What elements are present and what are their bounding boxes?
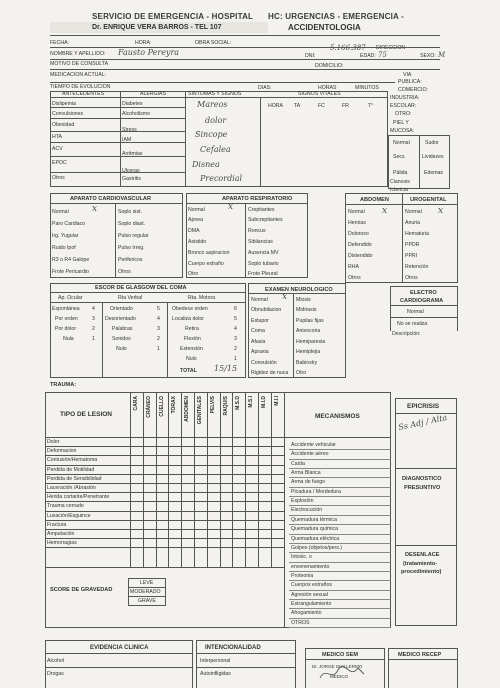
desenlace-sub2: procedimiento) [401, 569, 442, 575]
vital-fr: FR [342, 103, 349, 109]
mecanismo-item: Proteonia [291, 572, 314, 579]
cardio-item: Soplo sist. [118, 209, 142, 215]
trauma-column-header: RAQUIS [222, 396, 229, 416]
glasgow-score: 3 [157, 326, 160, 332]
tiempo-label: TIEMPO DE EVOLUCION [50, 84, 111, 90]
trauma-column-header: CRÁNEO [145, 396, 152, 418]
abdomen-item: RHA [348, 264, 359, 270]
neuro-item: Normal [251, 297, 268, 303]
antecedente-item: Arritmias [122, 151, 143, 157]
electro-no-realiza: No se realiza [397, 321, 428, 327]
mecanismo-item: Ahogamiento [291, 610, 322, 617]
glasgow-score: 2 [234, 346, 237, 352]
trauma-column-header: M.S.I [248, 396, 255, 408]
antecedente-item: Ulceras [122, 168, 140, 174]
mecanismo-item: Arma de fuego [291, 479, 326, 486]
piel-item: Cianosis [390, 179, 410, 185]
nombre-value: Fausto Pereyra [118, 48, 180, 57]
alergias-header: ALERGIAS [140, 91, 166, 97]
horas-label: HORAS [318, 85, 337, 91]
trauma-row-label: Dolor [47, 439, 60, 445]
glasgow-verbal: Desorientado [105, 316, 136, 322]
glasgow-score: 3 [234, 336, 237, 342]
glasgow-score: 1 [92, 336, 95, 342]
piel-label: PIEL Y [393, 120, 409, 126]
sexo-value: M [438, 51, 446, 59]
mecanismo-item: Golpes (objetos/pers.) [291, 544, 343, 551]
glasgow-score: 2 [92, 326, 95, 332]
cardio-item: Pulso Irreg. [118, 245, 145, 251]
otro-via-label: OTRO: [395, 111, 412, 117]
neuro-item: Afasia [251, 339, 266, 345]
glasgow-verbal: Palabras [112, 326, 133, 332]
abdomen-title: ABDOMEN [360, 197, 389, 203]
mecanismo-item: Accidente aéreo [291, 451, 329, 458]
neuro-item: Convulsión [251, 360, 277, 366]
edad-label: EDAD: [360, 53, 376, 59]
vital-t: T° [368, 103, 374, 109]
trauma-row-label: Contusión/Hematoma [47, 457, 98, 464]
glasgow-motora: Nulo [186, 356, 197, 362]
resp-item: Cuerpo extraño [188, 261, 224, 267]
resp-item: Roncus [248, 228, 266, 234]
trauma-row-label: Laceración /Abrasión [47, 485, 96, 491]
cardio-item: Perifericos [118, 257, 143, 263]
trauma-row-label: Perdida de Sensibilidad [47, 475, 102, 482]
antecedente-item: Dislipemia [52, 101, 76, 107]
neuro-item: Rigidez de nuca [251, 370, 289, 376]
resp-title: APARATO RESPIRATORIO [222, 196, 293, 202]
evidencia-item: Drogas [47, 671, 64, 677]
abdomen-item: Defendido [348, 242, 372, 248]
glasgow-ocular: Nula [63, 336, 74, 342]
antecedente-item: Stress [122, 127, 137, 133]
mecanismo-item: Electrocución [291, 507, 323, 514]
abdomen-item: Hernias [348, 220, 366, 226]
publica-label: PUBLICA: [398, 79, 422, 85]
gravedad-option: GRAVE [138, 598, 156, 604]
resp-item: DMA [188, 228, 200, 234]
cardio-item: Frote Pericardio [52, 269, 89, 275]
piel-item: Pálida [393, 170, 408, 176]
mecanismo-item: Quemadura eléctrica [291, 535, 340, 542]
mecanismo-item: OTROS [291, 619, 310, 626]
gravedad-option: MODERADO [130, 589, 161, 595]
cardio-item: Ruido Ipof [52, 245, 76, 251]
dias-label: DIAS: [258, 85, 272, 91]
via-label: VIA [403, 72, 412, 78]
evidencia-item: Alcohol [47, 658, 65, 664]
piel-item: Normal [393, 140, 410, 146]
resp-item: Asistido [188, 239, 207, 245]
electro-title: ELECTRO [410, 290, 437, 296]
glasgow-score: 1 [234, 356, 237, 362]
trauma-label: TRAUMA: [50, 382, 77, 388]
resp-item: Normal [188, 207, 205, 213]
trauma-row-label: Hemorragias [47, 540, 77, 547]
handwritten-symptom: Cefalea [200, 145, 231, 154]
glasgow-score: 4 [157, 316, 160, 322]
glasgow-score: 5 [234, 316, 237, 322]
antecedente-item: Alcoholismo [122, 111, 150, 117]
glasgow-score: 3 [92, 316, 95, 322]
abdomen-item: Otros [348, 275, 361, 281]
trauma-column-header: M.I.D [261, 396, 267, 408]
signos-vitales-header: SIGNOS VITALES [298, 91, 341, 97]
antecedente-item: Convulsiones [52, 111, 84, 117]
antecedente-item: IAM [122, 137, 132, 143]
handwritten-symptom: Sincope [195, 130, 228, 139]
piel-item: Edemas [424, 170, 444, 176]
neuro-item: Hemiplejia [296, 349, 321, 355]
trauma-column-header: TORAX [171, 396, 178, 414]
check-mark: x [438, 206, 444, 216]
glasgow-verbal: Sonidos [112, 336, 131, 342]
trauma-column-header: M.I.I [273, 396, 280, 406]
glasgow-score: 2 [157, 336, 160, 342]
glasgow-verbal: Nulo [116, 346, 127, 352]
glasgow-score: 4 [92, 306, 95, 312]
electro-descripcion: Descripción: [392, 331, 421, 337]
glasgow-ocular: Por orden [55, 316, 78, 322]
glasgow-verbal: Orientado [110, 306, 133, 312]
glasgow-motora: Retira [185, 326, 199, 332]
abdomen-item: Normal [348, 209, 365, 215]
glasgow-motora: Extensión [180, 346, 203, 352]
antecedente-item: Obesidad [52, 122, 75, 128]
glasgow-col: Rta. Motora [188, 295, 216, 301]
antecedente-item: EPOC [52, 160, 67, 166]
antecedente-item: HTA [52, 134, 62, 140]
trauma-column-header: PELVIS [209, 396, 216, 414]
resp-item: Otro [188, 271, 199, 277]
piel-item: Secs [393, 154, 405, 160]
neuro-item: Apraxia [251, 349, 269, 355]
trauma-column-header: GENITALES [197, 396, 203, 425]
check-mark: x [92, 204, 98, 214]
neuro-item: Obnubilacion [251, 307, 282, 313]
glasgow-ocular: Espontánea [52, 306, 80, 312]
epicrisis-title: EPICRISIS [407, 403, 440, 410]
glasgow-score: 6 [234, 306, 237, 312]
tipo-lesion-title: TIPO DE LESION [60, 411, 113, 418]
trauma-row-label: Amputación [47, 531, 75, 537]
neuro-item: Babinsky [296, 360, 318, 366]
cardio-title: APARATO CARDIOVASCULAR [70, 196, 152, 202]
nombre-label: NOMBRE Y APELLIDO: [50, 51, 106, 57]
cardio-item: R3 o R4 Galope [52, 257, 90, 263]
handwritten-symptom: Precordial [200, 174, 243, 183]
neuro-item: Anisocoria [296, 328, 321, 334]
glasgow-total-value: 15/15 [214, 364, 238, 373]
antecedente-item: Diabetes [122, 101, 143, 107]
mecanismo-item: Intoxic. o [291, 554, 312, 561]
resp-item: Apnea [188, 217, 204, 223]
abdomen-item: Doloroso [348, 231, 369, 237]
obra-social-label: OBRA SOCIAL: [195, 40, 232, 46]
trauma-column-header: M.S.D [235, 396, 242, 410]
neuro-title: EXAMEN NEUROLOGICO [265, 287, 333, 293]
trauma-column-header: CUELLO [158, 396, 165, 417]
vital-fc: FC [318, 103, 325, 109]
abdomen-item: Distendido [348, 253, 373, 259]
urog-title: UROGENITAL [410, 197, 447, 203]
mecanismo-item: envenenamiento [291, 563, 330, 570]
direccion-label: DIRECCION [376, 45, 406, 51]
handwritten-symptom: Mareos [197, 100, 228, 109]
desenlace-sub1: (tratamiento- [403, 561, 438, 567]
gravedad-option: LEVE [140, 580, 154, 586]
urog-item: PPDR [405, 242, 420, 248]
fecha-label: FECHA: [50, 40, 70, 46]
mecanismo-item: Agresión sexual [291, 591, 328, 598]
handwritten-symptom: dolor [205, 116, 227, 125]
piel-item: Sudor [425, 140, 439, 146]
hospital-title: SERVICIO DE EMERGENCIA - HOSPITAL [92, 12, 254, 21]
glasgow-col: Rta Verbal [118, 295, 143, 301]
mecanismo-item: Caída [291, 460, 305, 467]
check-mark: x [228, 202, 234, 212]
glasgow-motora: Localiza dolor [172, 316, 205, 322]
hospital-subtitle: Dr. ENRIQUE VERA BARROS - TEL 107 [92, 24, 222, 31]
neuro-item: Otro [296, 370, 307, 376]
industria-label: INDUSTRIA: [390, 95, 420, 101]
cardio-item: Pulso regular [118, 233, 149, 239]
desenlace-title: DESENLACE [405, 552, 440, 558]
diagnostico-subtitle: PRESUNTIVO [404, 485, 441, 491]
cardio-item: Irg. Yugular [52, 233, 79, 239]
glasgow-title: ESCOR DE GLASGOW DEL COMA [95, 285, 187, 291]
urog-item: Otros [405, 275, 418, 281]
trauma-row-label: Trauma cerrado [47, 503, 84, 510]
mecanismo-item: Quemadura química [291, 526, 338, 533]
form-title: HC: URGENCIAS - EMERGENCIA - [268, 12, 404, 21]
glasgow-col: Ap. Ocular [58, 295, 83, 301]
signature-icon [318, 660, 366, 686]
medico-sem-title: MEDICO SEM [322, 652, 359, 658]
mecanismo-item: Cuerpos extraños [291, 582, 332, 589]
urog-item: Hematuria [405, 231, 429, 237]
cardio-item: Paro Cardiaco [52, 221, 86, 227]
mucosa-label: MUCOSA: [390, 128, 415, 134]
minutos-label: MINUTOS [355, 85, 379, 91]
glasgow-score: 4 [234, 326, 237, 332]
mecanismos-title: MECANISMOS [315, 413, 360, 420]
mecanismo-item: Estrangulamiento [291, 600, 332, 607]
resp-item: Ausencia MV [248, 250, 279, 256]
dni-label: DNI: [305, 53, 316, 59]
urog-item: Retención [405, 264, 429, 270]
mecanismo-item: Quemadura térmica [291, 516, 337, 523]
medico-recep-title: MEDICO RECEP [398, 652, 442, 658]
motivo-label: MOTIVO DE CONSULTA [50, 61, 109, 67]
hora-label: HORA: [135, 40, 152, 46]
evidencia-title: EVIDENCIA CLINICA [90, 645, 149, 651]
glasgow-total-label: TOTAL [180, 368, 197, 374]
vital-ta: TA [294, 103, 301, 109]
medicacion-label: MEDICACION ACTUAL: [50, 72, 107, 78]
mecanismo-item: Picadura / Mordedura [291, 488, 341, 495]
urog-item: Normal [405, 209, 422, 215]
form-subtitle: ACCIDENTOLOGIA [288, 23, 361, 32]
trauma-row-label: Luxación/Esguince [47, 512, 91, 519]
handwritten-symptom: Disnea [192, 160, 220, 169]
mecanismo-item: Explosión [291, 498, 314, 505]
resp-item: Sibilancias [248, 239, 273, 245]
resp-item: Soplo tubario [248, 261, 279, 267]
neuro-item: Coma [251, 328, 265, 334]
comercio-label: COMERCIO: [398, 87, 428, 93]
antecedente-item: Otros [52, 175, 65, 181]
resp-item: Frote Pleural [248, 271, 278, 277]
mecanismo-item: Arma Blanca [291, 470, 321, 477]
trauma-row-label: Fractura [47, 521, 67, 528]
check-mark: x [382, 206, 388, 216]
electro-normal: Normal [407, 309, 424, 315]
antecedente-item: ACV [52, 146, 63, 152]
glasgow-score: 5 [157, 306, 160, 312]
piel-item: Lividezes [422, 154, 444, 160]
neuro-item: Miosis [296, 297, 311, 303]
domicilio-label: DOMICILIO: [315, 63, 344, 69]
medico-sem-stamp2: MEDICO [330, 674, 348, 679]
neuro-item: Midriasis [296, 307, 317, 313]
piel-item: Ictericia [390, 187, 408, 193]
edad-value: 75 [378, 51, 387, 59]
diagnostico-title: DIAGNOSTICO [402, 476, 442, 482]
urog-item: Anuria [405, 220, 420, 226]
trauma-row-label: Deformacion [47, 448, 77, 455]
medico-sem-stamp: Dr. JORGE GUILLERMO [312, 664, 363, 669]
trauma-column-header: ABDOMEN [184, 396, 191, 422]
neuro-item: Pupilas fijas [296, 318, 324, 324]
trauma-column-header: CARA [133, 396, 139, 411]
glasgow-score: 1 [157, 346, 160, 352]
glasgow-motora: Obedece orden [172, 306, 208, 312]
sintomas-header: SINTOMAS Y SIGNOS [188, 91, 242, 97]
antecedentes-header: ANTECEDENTES [62, 91, 105, 97]
intencionalidad-title: INTENCIONALIDAD [205, 645, 261, 651]
neuro-item: Estupor [251, 318, 269, 324]
sexo-label: SEXO: [420, 53, 436, 59]
vital-hora: HORA [268, 103, 283, 109]
dni-value: 5.166.387 [330, 44, 366, 52]
electro-subtitle: CARDIOGRAMA [400, 298, 444, 304]
trauma-row-label: Herida cortante/Penetrante [47, 494, 110, 501]
cardio-item: Otros [118, 269, 131, 275]
intencionalidad-item: Interpersonal [200, 658, 231, 664]
antecedente-item: Gastritis [122, 176, 142, 182]
escolar-label: ESCOLAR: [390, 103, 417, 109]
resp-item: Subcrepitantes [248, 217, 283, 223]
resp-item: Bronco aspiracion [188, 250, 230, 256]
intencionalidad-item: Autoinfligidas [200, 671, 231, 677]
glasgow-ocular: Por dolor [55, 326, 77, 332]
epicrisis-handwriting: Ss Adj / Alta [397, 412, 449, 433]
check-mark: x [282, 292, 288, 302]
cardio-item: Soplo diast. [118, 221, 146, 227]
neuro-item: Hemiparesia [296, 339, 326, 345]
urog-item: PPRI [405, 253, 418, 259]
mecanismo-item: Accidente vehicular [291, 442, 336, 448]
gravedad-title: SCORE DE GRAVEDAD [50, 587, 113, 593]
trauma-row-label: Perdida de Motilidad [47, 466, 95, 473]
cardio-item: Normal [52, 209, 69, 215]
resp-item: Crepitantes [248, 207, 275, 213]
glasgow-motora: Flexión [184, 336, 201, 342]
